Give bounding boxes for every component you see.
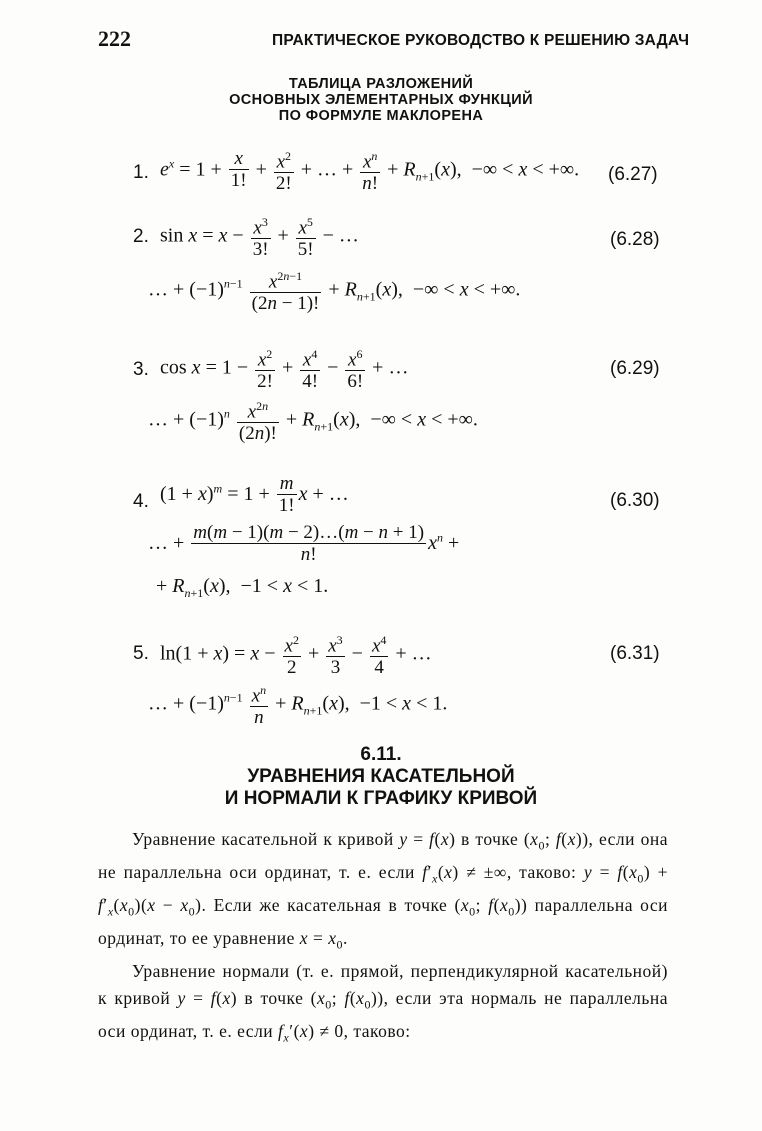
table-title-line-3: ПО ФОРМУЛЕ МАКЛОРЕНА <box>278 108 484 124</box>
paragraph-2-text-2: в точке ( <box>237 987 317 1008</box>
paragraph-1-text-2: в точке ( <box>455 829 531 849</box>
formula-3-cos-series-line-1: cos x = 1 − $\frac{x^2}{2!}$ + $\frac{x^4}{4!}$ − $\frac{x^6}{6!}$ + … <box>160 344 408 393</box>
section-title-line-2: И НОРМАЛИ К ГРАФИКУ КРИВОЙ <box>224 788 538 809</box>
formula-3-equation-number: (6.29) <box>610 358 660 379</box>
paragraph-2-text-3: ), если эта нормаль не параллельна оси ординат, т. е. если <box>98 987 668 1041</box>
formula-4-binomial-series-line-1: $(1 + x)^m = 1$ + $\frac{m}{1!}$ x + … <box>160 473 349 516</box>
paragraph-1-text-6: ) параллельна оси ординат, то ее уравнение <box>98 895 668 948</box>
formula-4-equation-number: (6.30) <box>610 490 660 511</box>
running-title: ПРАКТИЧЕСКОЕ РУКОВОДСТВО К РЕШЕНИЮ ЗАДАЧ <box>272 32 690 49</box>
page-number: 222 <box>98 26 131 51</box>
formula-4-number: 4. <box>133 491 149 512</box>
formula-5-log-series-line-1: ln(1 + x) = x − $\frac{x^2}{2}$ + $\frac{x^3}{3}$ − $\frac{x^4}{4}$ + … <box>160 630 432 679</box>
paragraph-normal-equation: Уравнение нормали (т. е. прямой, перпендикулярной касательной) к кривой y = f(x) в точке ($x_0$; $f(x_0)$), если эта нормаль не параллельна оси ординат, т. е. если $f_x'(x) \ne 0$, таково: <box>98 961 668 1044</box>
formula-1-number: 1. <box>133 162 149 183</box>
paragraph-1-text-1: Уравнение касательной к кривой <box>132 829 400 849</box>
formula-2-equation-number: (6.28) <box>610 229 660 250</box>
formula-4-binomial-series-line-2: … + $\frac{m(m - 1)(m - 2)\dots(m - n + 1)}{n!}$ $x^n$ + <box>148 522 460 565</box>
paragraph-2-text-1: Уравнение нормали (т. е. прямой, перпендикулярной касательной) к кривой <box>98 961 668 1008</box>
body-text <box>98 826 668 1051</box>
formula-1-equation-number: (6.27) <box>608 164 658 185</box>
formula-3-cos-series-line-2: … + $(-1)^n$ $\frac{x^{2n}}{(2n)!}$ + $R_{n+1}(x)$, −∞ < x < +∞. <box>148 396 478 445</box>
formula-2-sin-series-line-2: … + $(-1)^{n-1}$ $\frac{x^{2n-1}}{(2n - 1)!}$ + $R_{n+1}(x)$, −∞ < x < +∞. <box>148 266 520 315</box>
table-title <box>0 76 762 124</box>
formula-5-equation-number: (6.31) <box>610 643 660 664</box>
formula-1-exp-series: $e^x = 1$ + $\frac{x}{1!}$ + $\frac{x^2}{2!}$ + … + $\frac{x^n}{n!}$ + $R_{n+1}(x)$, −∞ < x < +∞. <box>160 146 579 195</box>
formula-4-binomial-series-line-3: + $R_{n+1}(x)$, −1 < x < 1. <box>156 575 329 600</box>
section-title-line-1: УРАВНЕНИЯ КАСАТЕЛЬНОЙ <box>247 766 515 787</box>
formula-2-sin-series-line-1: sin x = x − $\frac{x^3}{3!}$ + $\frac{x^5}{5!}$ − … <box>160 212 359 261</box>
paragraph-1-text-4: , таково: <box>506 862 584 882</box>
formula-2-number: 2. <box>133 226 149 247</box>
paragraph-1-text-5: . Если же касательная в точке ( <box>201 895 461 915</box>
formula-5-log-series-line-2: … + $(-1)^{n-1}$ $\frac{x^n}{n}$ + $R_{n+1}(x)$, −1 < x < 1. <box>148 680 447 729</box>
paragraph-1-text-3: ), если она не параллельна оси ординат, т. е. если <box>98 829 668 882</box>
formula-5-number: 5. <box>133 643 149 664</box>
table-title-line-1: ТАБЛИЦА РАЗЛОЖЕНИЙ <box>288 76 474 92</box>
section-number: 6.11. <box>360 744 402 765</box>
paragraph-tangent-equation: Уравнение касательной к кривой y = f(x) в точке ($x_0$; f(x)), если она не параллельна оси ординат, т. е. если $f'_x(x)$ ≠ ±∞, таково: $y = f(x_0) + f'_x(x_0)(x - x_0)$. Если же касательная в точке ($x_0$; $f(x_0)$) параллельна оси ординат, то ее уравнение $x = x_0$. <box>98 829 669 952</box>
paragraph-2-text-4: , таково: <box>343 1020 411 1041</box>
formula-3-number: 3. <box>133 359 149 380</box>
table-title-line-2: ОСНОВНЫХ ЭЛЕМЕНТАРНЫХ ФУНКЦИЙ <box>229 92 533 108</box>
